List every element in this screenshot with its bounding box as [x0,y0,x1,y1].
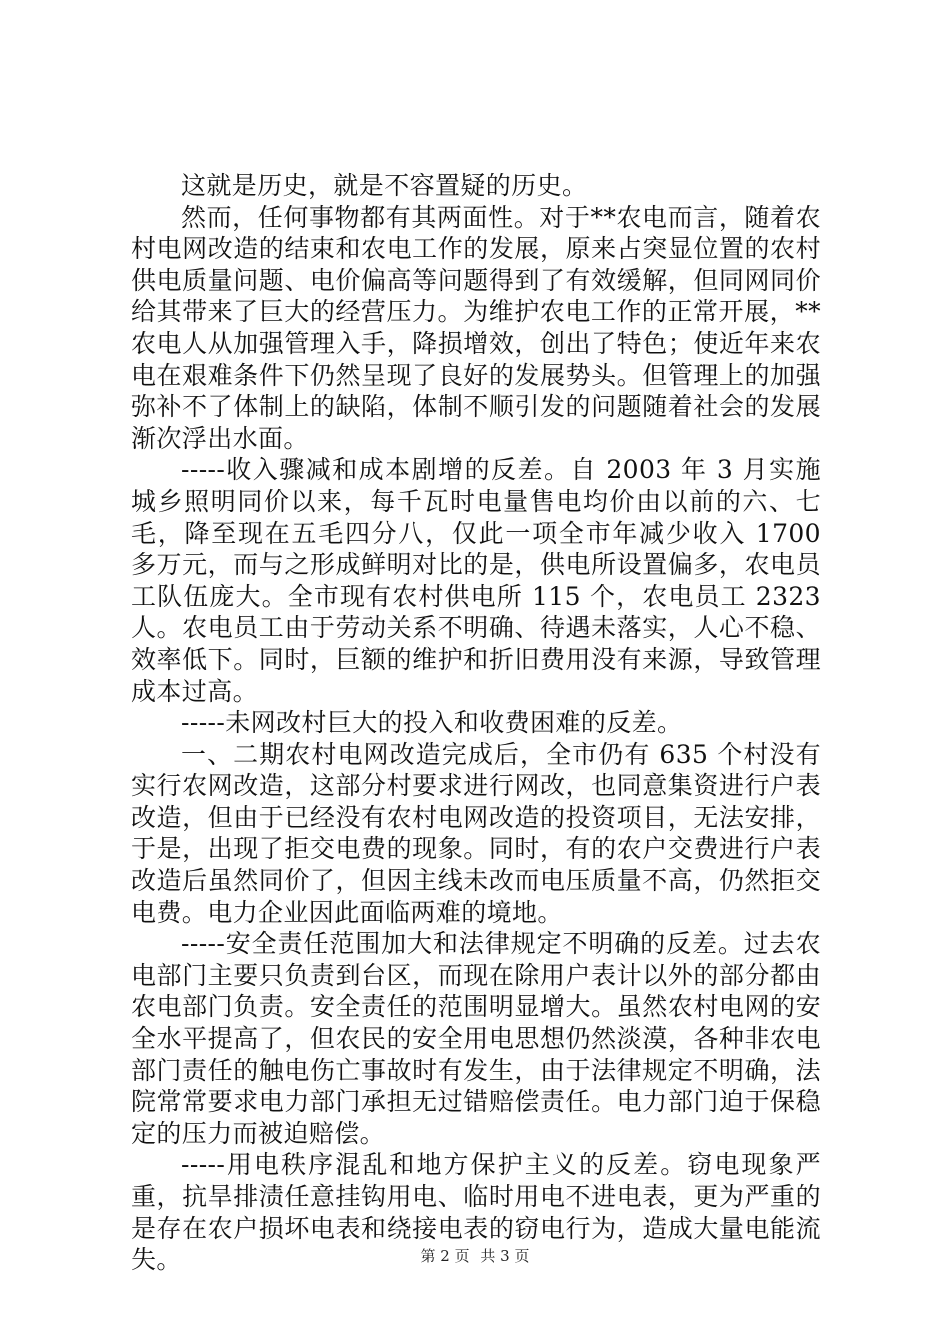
paragraph-unreformed-villages-heading: -----未网改村巨大的投入和收费困难的反差。 [181,708,683,738]
paragraph-unreformed-villages: 一、二期农村电网改造完成后，全市仍有 635 个村没有实行农网改造，这部分村要求进行网改，也同意集资进行户表改造，但由于已经没有农村电网改造的投资项目，无法安排，于是，出现了拒交电费的现象。同时，有的农户交费进行户表改造后虽然同价了，但因主线未改而电压质量不高，仍然拒交电费。电力企业因此面临两难的境地。 [131,739,821,927]
paragraph-safety-responsibility: -----安全责任范围加大和法律规定不明确的反差。过去农电部门主要只负责到台区，而现在除用户表计以外的部分都由农电部门负责。安全责任的范围明显增大。虽然农村电网的安全水平提高了，但农民的安全用电思想仍然淡漠，各种非农电部门责任的触电伤亡事故时有发生，由于法律规定不明确，法院常常要求电力部门承担无过错赔偿责任。电力部门迫于保稳定的压力而被迫赔偿。 [131,929,821,1148]
page-total: 共 3 页 [480,1247,530,1265]
document-body [131,170,821,1276]
paragraph-two-sides: 然而，任何事物都有其两面性。对于**农电而言，随着农村电网改造的结束和农电工作的发展，原来占突显位置的农村供电质量问题、电价偏高等问题得到了有效缓解，但同网同价给其带来了巨大的经营压力。为维护农电工作的正常开展，**农电人从加强管理入手，降损增效，创出了特色；使近年来农电在艰难条件下仍然呈现了良好的发展势头。但管理上的加强弥补不了体制上的缺陷，体制不顺引发的问题随着社会的发展渐次浮出水面。 [131,202,821,453]
page-footer [0,1246,950,1266]
page-number: 第 2 页 [420,1247,470,1265]
paragraph-history: 这就是历史，就是不容置疑的历史。 [181,171,588,200]
paragraph-electricity-order: -----用电秩序混乱和地方保护主义的反差。窃电现象严重，抗旱排渍任意挂钩用电、临时用电不进电表，更为严重的是存在农户损坏电表和绕接电表的窃电行为，造成大量电能流失。 [131,1150,821,1275]
paragraph-income-cost-gap: -----收入骤减和成本剧增的反差。自 2003 年 3 月实施城乡照明同价以来，每千瓦时电量售电均价由以前的六、七毛，降至现在五毛四分八，仅此一项全市年减少收入 1700 多万元，而与之形成鲜明对比的是，供电所设置偏多，农电员工队伍庞大。全市现有农村供电所 115 个，农电员工 2323 人。农电员工由于劳动关系不明确、待遇未落实，人心不稳、效率低下。同时，巨额的维护和折旧费用没有来源，导致管理成本过高。 [131,455,821,706]
